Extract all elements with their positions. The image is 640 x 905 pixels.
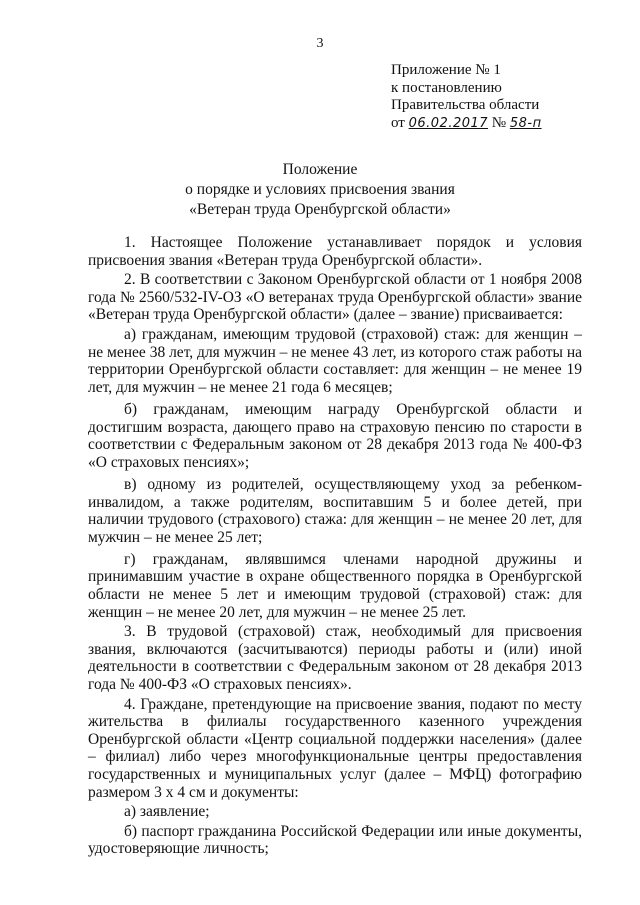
appendix-line: Приложение № 1 <box>391 62 501 78</box>
appendix-block <box>391 62 542 132</box>
title-line: Положение <box>282 161 358 178</box>
paragraph: а) гражданам, имеющим трудовой (страховой) стаж: для женщин – не менее 38 лет, для мужчин – не менее 43 лет, из которого стаж работы на территории Оренбургской области составляет: для женщин – не менее 19 лет, для мужчин – не менее 21 года 6 месяцев; <box>88 325 582 396</box>
paragraph: 4. Граждане, претендующие на присвоение звания, подают по месту жительства в филиалы государственного казенного учреждения Оренбургской области «Центр социальной поддержки населения» (далее – филиал) либо через многофункциональные центры предоставления государственных и муниципальных услуг (далее – МФЦ) фотографию размером 3 х 4 см и документы: <box>88 695 582 801</box>
paragraph: б) гражданам, имеющим награду Оренбургской области и достигшим возраста, дающего право на страховую пенсию по старости в соответствии с Федеральным законом от 28 декабря 2013 года № 400-ФЗ «О страховых пенсиях»; <box>88 400 582 471</box>
paragraph: 1. Настоящее Положение устанавливает порядок и условия присвоения звания «Ветеран труда Оренбургской области». <box>88 234 582 269</box>
paragraph: 2. В соответствии с Законом Оренбургской области от 1 ноября 2008 года № 2560/532-IV-ОЗ «О ветеранах труда Оренбургской области» звание «Ветеран труда Оренбургской области» (далее – звание) присваивается: <box>88 271 582 324</box>
appendix-line: к постановлению <box>391 79 502 96</box>
paragraph: в) одному из родителей, осуществляющему уход за ребенком-инвалидом, а также родителям, воспитавшим 5 и более детей, при наличии трудового (страхового) стажа: для женщин – не менее 20 лет, для мужчин – не менее 25 лет; <box>88 475 582 546</box>
title-line: «Ветеран труда Оренбургской области» <box>189 201 451 218</box>
handwritten-number: 58-п <box>509 115 542 131</box>
paragraph: 3. В трудовой (страховой) стаж, необходимый для присвоения звания, включаются (засчитываются) периоды работы и (или) иной деятельности в соответствии с Федеральным законом от 28 декабря 2013 года № 400-ФЗ «О страховых пенсиях». <box>88 623 582 694</box>
paragraph: а) заявление; <box>124 803 210 821</box>
number-prefix: № <box>491 114 507 131</box>
handwritten-date: 06.02.2017 <box>408 115 489 131</box>
appendix-line: Правительства области <box>391 97 540 113</box>
page-number: 3 <box>316 36 324 51</box>
document-title <box>0 160 640 220</box>
document-body <box>88 234 582 860</box>
title-line: о порядке и условиях присвоения звания <box>185 181 455 198</box>
paragraph: б) паспорт гражданина Российской Федерации или иные документы, удостоверяющие личность; <box>88 822 582 858</box>
paragraph: г) гражданам, являвшимся членами народной дружины и принимавшим участие в охране общественного порядка в Оренбургской области не менее 5 лет и имеющим трудовой (страховой) стаж: для женщин – не менее 20 лет, для мужчин – не менее 25 лет. <box>88 550 582 621</box>
appendix-date-line <box>391 115 542 133</box>
date-prefix: от <box>391 114 405 131</box>
